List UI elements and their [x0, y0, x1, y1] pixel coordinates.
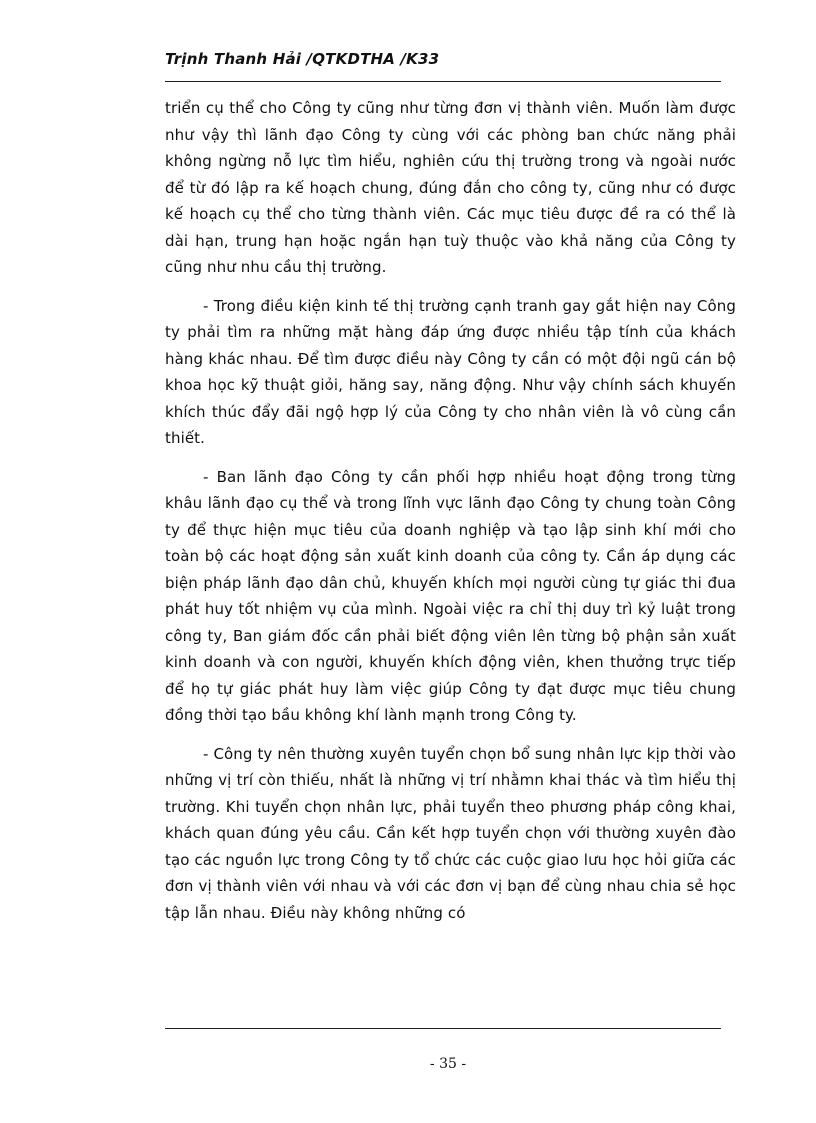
page-number: - 35 -	[429, 1056, 467, 1072]
paragraph-leadership: - Ban lãnh đạo Công ty cần phối hợp nhiều hoạt động trong từng khâu lãnh đạo cụ thể và trong lĩnh vực lãnh đạo Công ty chung toàn Công ty để thực hiện mục tiêu của doanh nghiệp và tạo lập sinh khí mới cho toàn bộ các hoạt động sản xuất kinh doanh của công ty. Cần áp dụng các biện pháp lãnh đạo dân chủ, khuyến khích mọi người cùng tự giác thi đua phát huy tốt nhiệm vụ của mình. Ngoài việc ra chỉ thị duy trì kỷ luật trong công ty, Ban giám đốc cần phải biết động viên lên từng bộ phận sản xuất kinh doanh và con người, khuyến khích động viên, khen thưởng trực tiếp để họ tự giác phát huy làm việc giúp Công ty đạt được mục tiêu chung đồng thời tạo bầu không khí lành mạnh trong Công ty.	[165, 467, 736, 724]
paragraph-market-conditions: - Trong điều kiện kinh tế thị trường cạnh tranh gay gắt hiện nay Công ty phải tìm ra những mặt hàng đáp ứng được nhiều tập tính của khách hàng khác nhau. Để tìm được điều này Công ty cần có một đội ngũ cán bộ khoa học kỹ thuật giỏi, hăng say, năng động. Như vậy chính sách khuyến khích thúc đẩy đãi ngộ hợp lý của Công ty cho nhân viên là vô cùng cần thiết.	[165, 296, 736, 447]
paragraph-recruitment: - Công ty nên thường xuyên tuyển chọn bổ sung nhân lực kịp thời vào những vị trí còn thiếu, nhất là những vị trí nhằmn khai thác và tìm hiểu thị trường. Khi tuyển chọn nhân lực, phải tuyển theo phương pháp công khai, khách quan đúng yêu cầu. Cần kết hợp tuyển chọn với thường xuyên đào tạo các nguồn lực trong Công ty tổ chức các cuộc giao lưu học hỏi giữa các đơn vị thành viên với nhau và với các đơn vị bạn để cùng nhau chia sẻ học tập lẫn nhau. Điều này không những có	[165, 744, 736, 922]
paragraph-continuation: triển cụ thể cho Công ty cũng như từng đơn vị thành viên. Muốn làm được như vậy thì lãnh đạo Công ty cùng với các phòng ban chức năng phải không ngừng nỗ lực tìm hiểu, nghiên cứu thị trường trong và ngoài nước để từ đó lập ra kế hoạch chung, đúng đắn cho công ty, cũng như có được kế hoạch cụ thể cho từng thành viên. Các mục tiêu được đề ra có thể là dài hạn, trung hạn hoặc ngắn hạn tuỳ thuộc vào khả năng của Công ty cũng như nhu cầu thị trường.	[165, 99, 736, 276]
footer-divider	[165, 1028, 721, 1029]
page-header-author: Trịnh Thanh Hải /QTKDTHA /K33	[165, 50, 440, 68]
document-body	[165, 95, 736, 938]
header-divider	[165, 81, 721, 82]
